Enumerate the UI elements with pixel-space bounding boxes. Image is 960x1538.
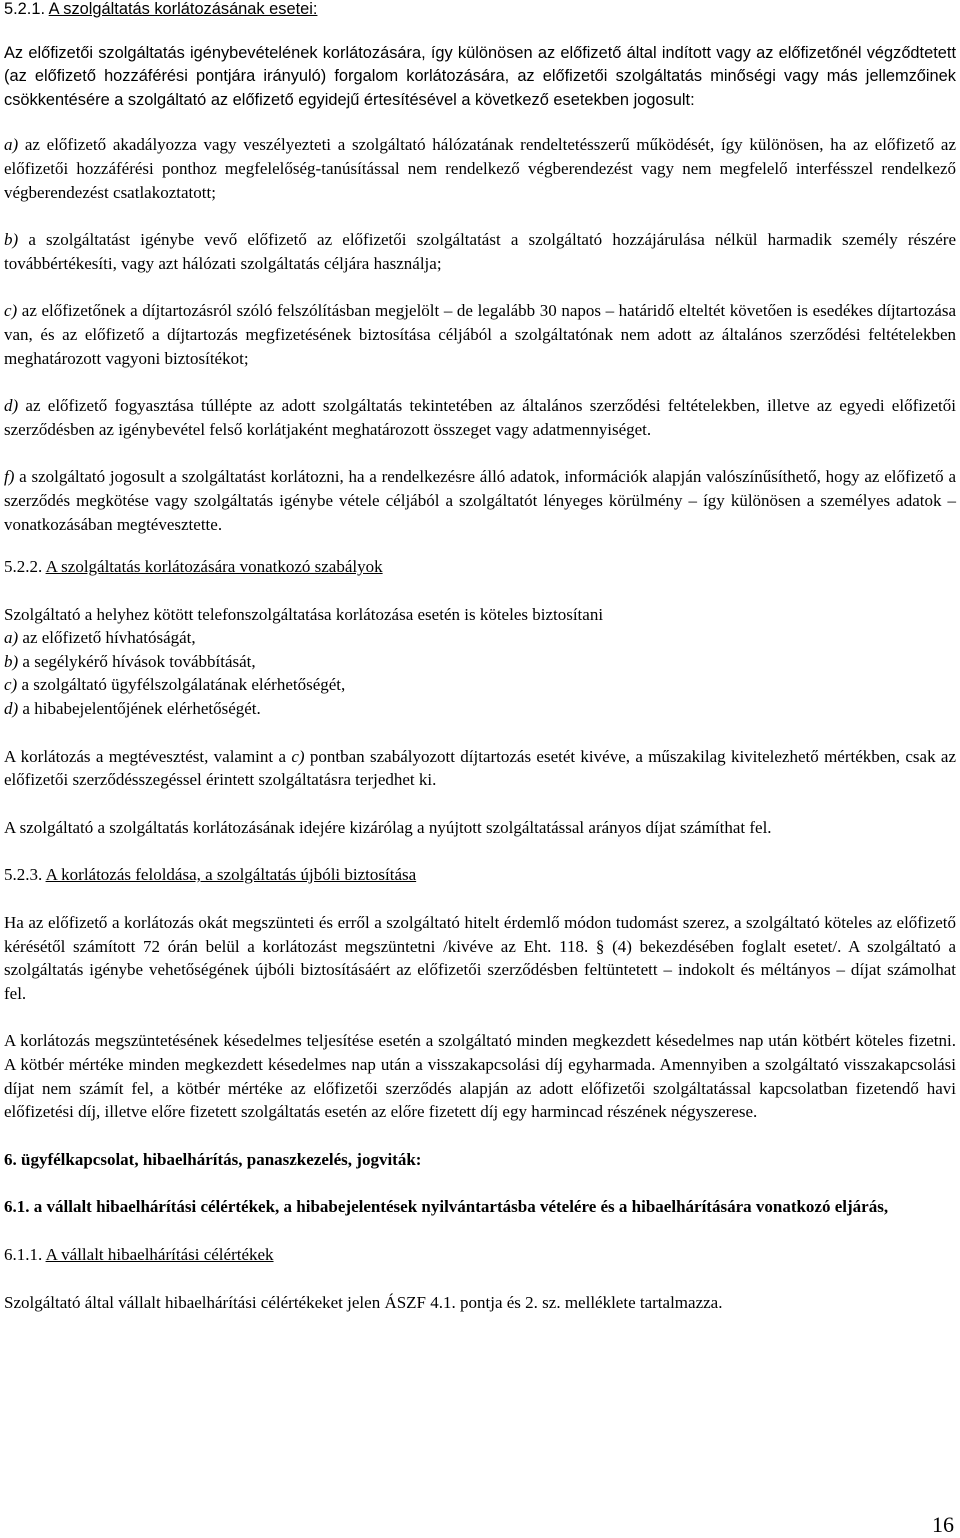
- item-label: b): [4, 230, 19, 250]
- item-text: az előfizető hívhatóságát,: [18, 628, 196, 648]
- paragraph-text: A korlátozás a megtévesztést, valamint a: [4, 746, 292, 766]
- item-label: b): [4, 651, 19, 671]
- section-5-2-2-intro: Szolgáltató a helyhez kötött telefonszolgáltatása korlátozása esetén is köteles biztosítani: [4, 604, 604, 624]
- document-page: [4, 0, 956, 1314]
- heading-number: 5.2.3.: [4, 865, 43, 885]
- list-item-a: [4, 626, 956, 650]
- item-text: a szolgáltató jogosult a szolgáltatást korlátozni, ha a rendelkezésre álló adatok, információk alapján valószínűsíthető, hogy az előfizető a szerződés megkötése vagy szolgáltatás igénybe vétele céljából a szolgáltatót lényeges körülmény – így különösen a személyes adatok – vonatkozásában megtévesztette.: [4, 467, 956, 534]
- section-5-2-1-intro: Az előfizetői szolgáltatás igénybevételének korlátozására, így különösen az előfizető által indított vagy az előfizetőnél végződtetett (az előfizető hozzáférési pontjára irányuló) forgalom korlátozására, az előfizetői szolgáltatás minőségi vagy más jellemzőinek csökkentésére a szolgáltató az előfizető egyidejű értesítésével a következő esetekben jogosult:: [4, 43, 956, 109]
- page-number: 16: [932, 1512, 954, 1537]
- heading-number: 5.2.1.: [4, 0, 46, 18]
- lifting-restriction-paragraph: Ha az előfizető a korlátozás okát megszünteti és erről a szolgáltató hitelt érdemlő módon tudomást szerez, a szolgáltató köteles az előfizető kérésétől számított 72 órán belül a korlátozást megszüntetni /kivéve az Eht. 118. § (4) bekezdésében foglalt esetet/. A szolgáltató a szolgáltatás igénybe vehetőségének újbóli biztosításáért az előfizetői szerződésben feltüntetett – indokolt és méltányos – díjat számolhat fel.: [4, 913, 956, 1003]
- heading-text: A szolgáltatás korlátozására vonatkozó szabályok: [45, 557, 383, 577]
- heading-number: 5.2.2.: [4, 557, 43, 577]
- item-label: a): [4, 628, 19, 648]
- section-5-2-3-heading: [4, 863, 956, 887]
- item-label: c): [4, 675, 18, 695]
- heading-text: A korlátozás feloldása, a szolgáltatás újbóli biztosítása: [45, 865, 417, 885]
- section-6-heading: 6. ügyfélkapcsolat, hibaelhárítás, panaszkezelés, jogviták:: [4, 1149, 422, 1169]
- heading-number: 6.1.1.: [4, 1244, 43, 1264]
- list-item-b: [4, 228, 956, 275]
- heading-text: A szolgáltatás korlátozásának esetei:: [48, 0, 318, 18]
- item-text: a hibabejelentőjének elérhetőségét.: [18, 699, 261, 719]
- item-text: a segélykérő hívások továbbítását,: [18, 651, 256, 671]
- list-item-d: [4, 394, 956, 441]
- list-item-d: [4, 697, 956, 721]
- section-6-1-1-heading: [4, 1243, 956, 1267]
- section-5-2-2-heading: [4, 555, 956, 579]
- penalty-paragraph: A korlátozás megszüntetésének késedelmes teljesítése esetén a szolgáltató minden megkezdett késedelmes nap után kötbért köteles fizetni. A kötbér mértéke minden megkezdett késedelmes nap után a visszakapcsolási díj egyharmada. Amennyiben a szolgáltató visszakapcsolási díjat nem számít fel, a kötbér mértéke az előfizetői szerződés alapján az adott előfizetői szolgáltatással kapcsolatban fizetendő havi előfizetési díj, illetve előre fizetett szolgáltatás esetén az előre fizetett díj egy harmincad részének négyszerese.: [4, 1031, 956, 1122]
- item-text: a szolgáltató ügyfélszolgálatának elérhetőségét,: [17, 675, 346, 695]
- point-reference: c): [291, 746, 305, 766]
- item-text: az előfizető fogyasztása túllépte az adott szolgáltatás tekintetében az általános szerződési feltételekben, illetve az egyedi előfizetői szerződésben az igénybevétel felső korlátjaként meghatározott összeget vagy adatmennyiséget.: [4, 396, 956, 439]
- list-item-c: [4, 299, 956, 370]
- item-text: az előfizető akadályozza vagy veszélyezteti a szolgáltató hálózatának rendeltetésszerű működését, így különösen, ha az előfizető az előfizetői hozzáférési ponthoz megfelelőség-tanúsítással nem rendelkező végberendezést vagy nem megfelelő interfésszel rendelkező végberendezést csatlakoztatott;: [4, 135, 956, 202]
- list-item-f: [4, 465, 956, 536]
- item-label: d): [4, 396, 19, 416]
- heading-text: A vállalt hibaelhárítási célértékek: [45, 1244, 274, 1264]
- section-6-1-heading: 6.1. a vállalt hibaelhárítási célértékek, a hibabejelentések nyilvántartásba vételére és a hibaelhárítására vonatkozó eljárás,: [4, 1197, 889, 1217]
- restriction-fee-paragraph: A szolgáltató a szolgáltatás korlátozásának idejére kizárólag a nyújtott szolgáltatással arányos díjat számíthat fel.: [4, 817, 772, 837]
- item-text: az előfizetőnek a díjtartozásról szóló felszólításban megjelölt – de legalább 30 napos – határidő elteltét követően is esedékes díjtartozása van, és az előfizető a díjtartozás megfizetésének biztosítása céljából a szolgáltatónak nem adott az általános szerződési feltételekben meghatározott vagyoni biztosítékot;: [4, 301, 956, 368]
- paragraph-text: pontban szabályozott díjtartozás esetét kivéve, a műszakilag kivitelezhető mértékben, csak az előfizetői szerződésszegéssel érintett szolgáltatásra terjedhet ki.: [4, 746, 957, 790]
- restriction-scope-paragraph: [4, 745, 956, 792]
- item-label: f): [4, 467, 15, 487]
- item-label: c): [4, 301, 18, 321]
- target-values-paragraph: Szolgáltató által vállalt hibaelhárítási célértékeket jelen ÁSZF 4.1. pontja és 2. sz. melléklete tartalmazza.: [4, 1292, 723, 1312]
- item-label: d): [4, 699, 19, 719]
- list-item-a: [4, 133, 956, 204]
- item-label: a): [4, 135, 19, 155]
- section-5-2-1-heading: [4, 0, 956, 22]
- list-item-c: [4, 673, 956, 697]
- item-text: a szolgáltatást igénybe vevő előfizető az előfizetői szolgáltatást a szolgáltató hozzájárulása nélkül harmadik személy részére továbbértékesíti, vagy azt hálózati szolgáltatás céljára használja;: [4, 230, 956, 273]
- list-item-b: [4, 650, 956, 674]
